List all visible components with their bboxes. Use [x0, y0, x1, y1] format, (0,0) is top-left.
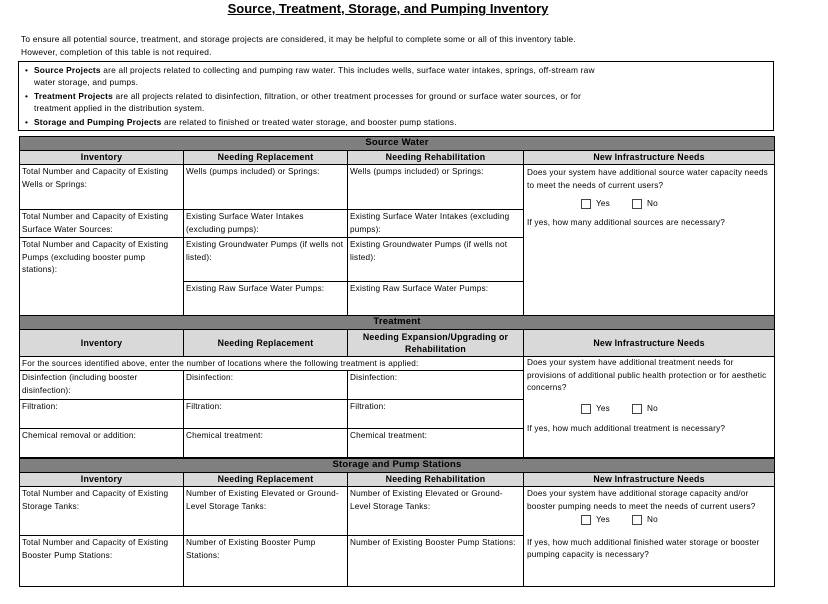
col-inventory: Inventory — [20, 330, 184, 357]
storage-no-checkbox[interactable] — [632, 515, 642, 525]
source-no-label: No — [646, 199, 658, 208]
treatment-chemical-expansion[interactable]: Chemical treatment: — [348, 429, 524, 458]
definition-source: • Source Projects are all projects related to collecting and pumping raw water. This includes wells, surface water intakes, springs, off-stream raw water storage, and pumps. — [25, 64, 773, 88]
source-needs-followup: If yes, how many additional sources are necessary? — [527, 217, 725, 227]
treatment-table — [19, 315, 775, 458]
source-yes-label: Yes — [596, 199, 610, 208]
treatment-filtration-expansion[interactable]: Filtration: — [348, 400, 524, 429]
source-surface-inventory[interactable]: Total Number and Capacity of Existing Surface Water Sources: — [20, 210, 184, 238]
col-inventory: Inventory — [20, 151, 184, 165]
col-needing-replacement: Needing Replacement — [184, 473, 348, 487]
col-new-infrastructure: New Infrastructure Needs — [524, 330, 775, 357]
treatment-no-label: No — [646, 403, 658, 413]
col-inventory: Inventory — [20, 473, 184, 487]
treatment-disinfection-replacement[interactable]: Disinfection: — [184, 371, 348, 400]
col-needing-replacement: Needing Replacement — [184, 151, 348, 165]
page-title: Source, Treatment, Storage, and Pumping Inventory — [227, 1, 549, 16]
treatment-chemical-inventory[interactable]: Chemical removal or addition: — [20, 429, 184, 458]
source-raw-pumps-rehabilitation[interactable]: Existing Raw Surface Water Pumps: — [348, 282, 524, 316]
source-gw-pumps-rehabilitation[interactable]: Existing Groundwater Pumps (if wells not listed): — [348, 238, 524, 282]
treatment-chemical-replacement[interactable]: Chemical treatment: — [184, 429, 348, 458]
source-water-heading: Source Water — [20, 137, 775, 151]
col-new-infrastructure: New Infrastructure Needs — [524, 151, 775, 165]
source-gw-pumps-replacement[interactable]: Existing Groundwater Pumps (if wells not listed): — [184, 238, 348, 282]
treatment-yes-checkbox[interactable] — [581, 404, 591, 414]
storage-booster-replacement[interactable]: Number of Existing Booster Pump Stations: — [184, 536, 348, 587]
storage-heading: Storage and Pump Stations — [20, 459, 775, 473]
treatment-no-checkbox[interactable] — [632, 404, 642, 414]
treatment-disinfection-inventory[interactable]: Disinfection (including booster disinfection): — [20, 371, 184, 400]
treatment-filtration-replacement[interactable]: Filtration: — [184, 400, 348, 429]
source-no-checkbox[interactable] — [632, 199, 642, 209]
treatment-heading: Treatment — [20, 316, 775, 330]
storage-booster-inventory[interactable]: Total Number and Capacity of Existing Booster Pump Stations: — [20, 536, 184, 587]
storage-yes-checkbox[interactable] — [581, 515, 591, 525]
source-intakes-rehabilitation[interactable]: Existing Surface Water Intakes (excluding pumps): — [348, 210, 524, 238]
source-raw-pumps-replacement[interactable]: Existing Raw Surface Water Pumps: — [184, 282, 348, 316]
col-needing-rehabilitation: Needing Rehabilitation — [348, 473, 524, 487]
col-needing-replacement: Needing Replacement — [184, 330, 348, 357]
storage-tanks-rehabilitation[interactable]: Number of Existing Elevated or Ground-Level Storage Tanks: — [348, 487, 524, 536]
col-needing-rehabilitation: Needing Rehabilitation — [348, 151, 524, 165]
storage-tanks-inventory[interactable]: Total Number and Capacity of Existing Storage Tanks: — [20, 487, 184, 536]
storage-needs-question: Does your system have additional storage capacity and/or booster pumping needs to meet the needs of current users? — [527, 489, 756, 511]
source-water-table — [19, 136, 775, 316]
source-wells-inventory[interactable]: Total Number and Capacity of Existing Wells or Springs: — [20, 165, 184, 210]
intro-line-2: However, completion of this table is not required. — [21, 47, 212, 57]
treatment-needs-followup: If yes, how much additional treatment is necessary? — [527, 424, 726, 434]
definition-storage: • Storage and Pumping Projects are related to finished or treated water storage, and booster pump stations. — [25, 116, 773, 128]
storage-no-label: No — [646, 515, 658, 524]
storage-table — [19, 458, 775, 587]
source-yes-checkbox[interactable] — [581, 199, 591, 209]
definition-treatment: • Treatment Projects are all projects related to disinfection, filtration, or other treatment processes for ground or surface water sources, or for treatment applied in the distribution system. — [25, 90, 773, 114]
source-new-needs-cell — [524, 165, 775, 316]
treatment-yes-label: Yes — [596, 403, 610, 413]
definitions-box — [18, 61, 774, 131]
storage-tanks-replacement[interactable]: Number of Existing Elevated or Ground-Level Storage Tanks: — [184, 487, 348, 536]
source-pumps-inventory[interactable]: Total Number and Capacity of Existing Pumps (excluding booster pump stations): — [20, 238, 184, 316]
treatment-disinfection-expansion[interactable]: Disinfection: — [348, 371, 524, 400]
source-wells-replacement[interactable]: Wells (pumps included) or Springs: — [184, 165, 348, 210]
storage-needs-followup: If yes, how much additional finished water storage or booster pumping capacity is necessary? — [527, 537, 760, 560]
storage-booster-rehabilitation[interactable]: Number of Existing Booster Pump Stations: — [348, 536, 524, 587]
intro-line-1: To ensure all potential source, treatment, and storage projects are considered, it may be helpful to complete some or all of this inventory table. — [21, 34, 576, 44]
col-new-infrastructure: New Infrastructure Needs — [524, 473, 775, 487]
treatment-filtration-inventory[interactable]: Filtration: — [20, 400, 184, 429]
treatment-new-needs-cell — [524, 357, 775, 458]
treatment-instruction: For the sources identified above, enter the number of locations where the following treatment is applied: — [20, 357, 524, 371]
source-needs-question: Does your system have additional source water capacity needs to meet the needs of current users? — [527, 168, 768, 190]
storage-yes-label: Yes — [596, 515, 610, 524]
col-needing-expansion: Needing Expansion/Upgrading or Rehabilitation — [348, 330, 524, 357]
source-wells-rehabilitation[interactable]: Wells (pumps included) or Springs: — [348, 165, 524, 210]
storage-new-needs-cell — [524, 487, 775, 587]
source-intakes-replacement[interactable]: Existing Surface Water Intakes (excluding pumps): — [184, 210, 348, 238]
treatment-needs-question: Does your system have additional treatment needs for provisions of additional public health protection or for aesthetic concerns? — [527, 358, 767, 392]
